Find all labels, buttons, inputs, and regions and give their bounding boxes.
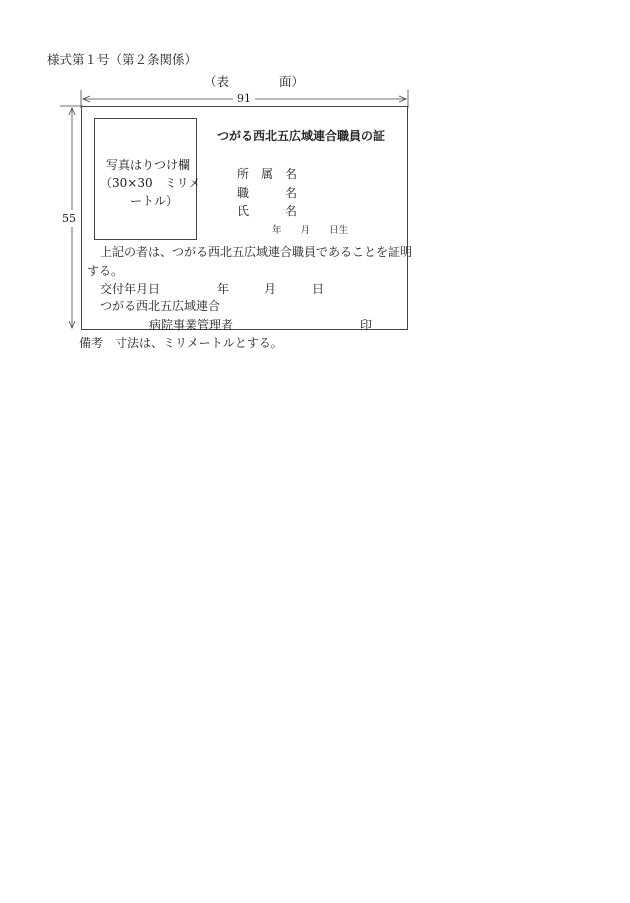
issuer-title: 病院事業管理者 bbox=[149, 318, 234, 332]
issuer-organization: つがる西北五広域連合 bbox=[100, 299, 221, 313]
photo-label-line1: 写真はりつけ欄 bbox=[106, 158, 191, 172]
photo-label-line2: （30×30 ミリメ bbox=[100, 176, 201, 190]
note-text: 備考 寸法は、ミリメートルとする。 bbox=[79, 336, 283, 350]
issue-date-year: 年 bbox=[217, 282, 230, 296]
side-label: （表 面） bbox=[204, 74, 305, 89]
height-dimension-label: 55 bbox=[62, 212, 76, 225]
affiliation-field: 所 属 名 bbox=[237, 167, 298, 181]
form-number-label: 様式第１号（第２条関係） bbox=[47, 52, 198, 67]
certification-text-line1: 上記の者は、つがる西北五広域連合職員であることを証明 bbox=[100, 245, 413, 259]
seal-mark: 印 bbox=[360, 318, 373, 332]
photo-label-line3: ートル） bbox=[130, 194, 179, 208]
width-dimension-label: 91 bbox=[233, 92, 255, 105]
birthdate-field: 年 月 日生 bbox=[272, 225, 349, 236]
issue-date-label: 交付年月日 bbox=[100, 282, 161, 296]
name-field: 氏 名 bbox=[237, 204, 298, 218]
card-title: つがる西北五広域連合職員の証 bbox=[217, 129, 386, 143]
certification-text-line2: する。 bbox=[87, 264, 124, 278]
issue-date-day: 日 bbox=[312, 282, 325, 296]
position-field: 職 名 bbox=[237, 186, 298, 200]
issue-date-month: 月 bbox=[264, 282, 277, 296]
